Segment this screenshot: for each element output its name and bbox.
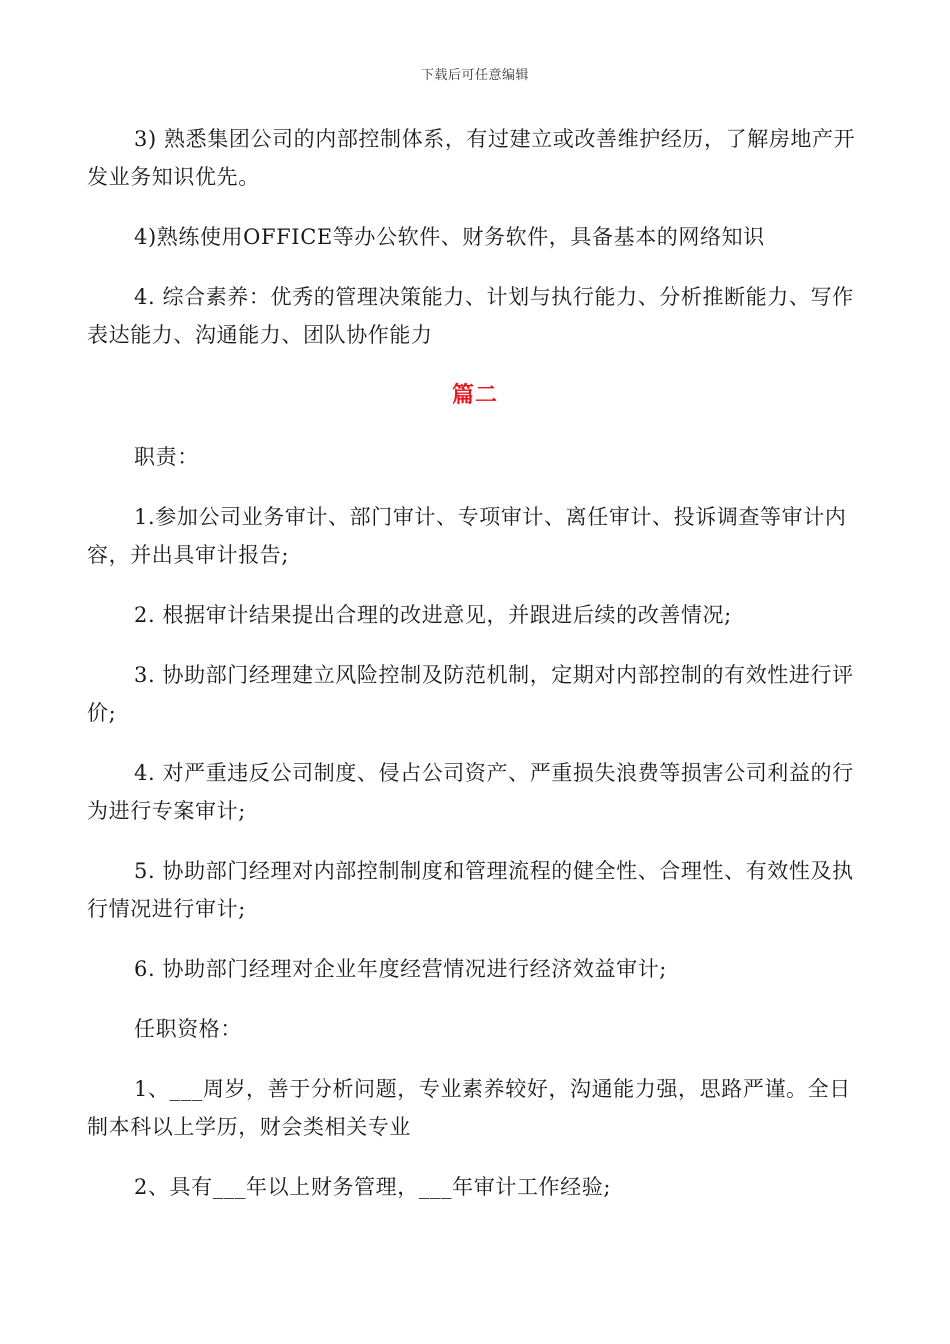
paragraph-overall-quality: 4. 综合素养：优秀的管理决策能力、计划与执行能力、分析推断能力、写作表达能力、沟通能力、团队协作能力	[87, 285, 854, 347]
duty-item-1: 1.参加公司业务审计、部门审计、专项审计、离任审计、投诉调查等审计内容，并出具审计报告;	[87, 505, 847, 567]
duties-heading: 职责：	[134, 445, 199, 469]
duty-item-6: 6. 协助部门经理对企业年度经营情况进行经济效益审计;	[134, 957, 667, 981]
paragraph-requirement-3: 3) 熟悉集团公司的内部控制体系，有过建立或改善维护经历，了解房地产开发业务知识优先。	[87, 127, 856, 189]
paragraph-requirement-4: 4)熟练使用OFFICE等办公软件、财务软件，具备基本的网络知识	[134, 225, 765, 249]
duty-item-3: 3. 协助部门经理建立风险控制及防范机制，定期对内部控制的有效性进行评价;	[87, 663, 854, 725]
section-title: 篇二	[451, 382, 498, 408]
document-body	[87, 120, 863, 1228]
qualifications-heading: 任职资格：	[134, 1017, 242, 1041]
duty-item-4: 4. 对严重违反公司制度、侵占公司资产、严重损失浪费等损害公司利益的行为进行专案审计;	[87, 761, 854, 823]
duty-item-5: 5. 协助部门经理对内部控制制度和管理流程的健全性、合理性、有效性及执行情况进行审计;	[87, 859, 854, 921]
page-header: 下载后可任意编辑	[420, 68, 529, 83]
duty-item-2: 2. 根据审计结果提出合理的改进意见，并跟进后续的改善情况;	[134, 603, 732, 627]
qualification-item-2: 2、具有___年以上财务管理，___年审计工作经验;	[134, 1175, 612, 1199]
qualification-item-1: 1、___周岁，善于分析问题，专业素养较好，沟通能力强，思路严谨。全日制本科以上学历，财会类相关专业	[87, 1077, 851, 1139]
